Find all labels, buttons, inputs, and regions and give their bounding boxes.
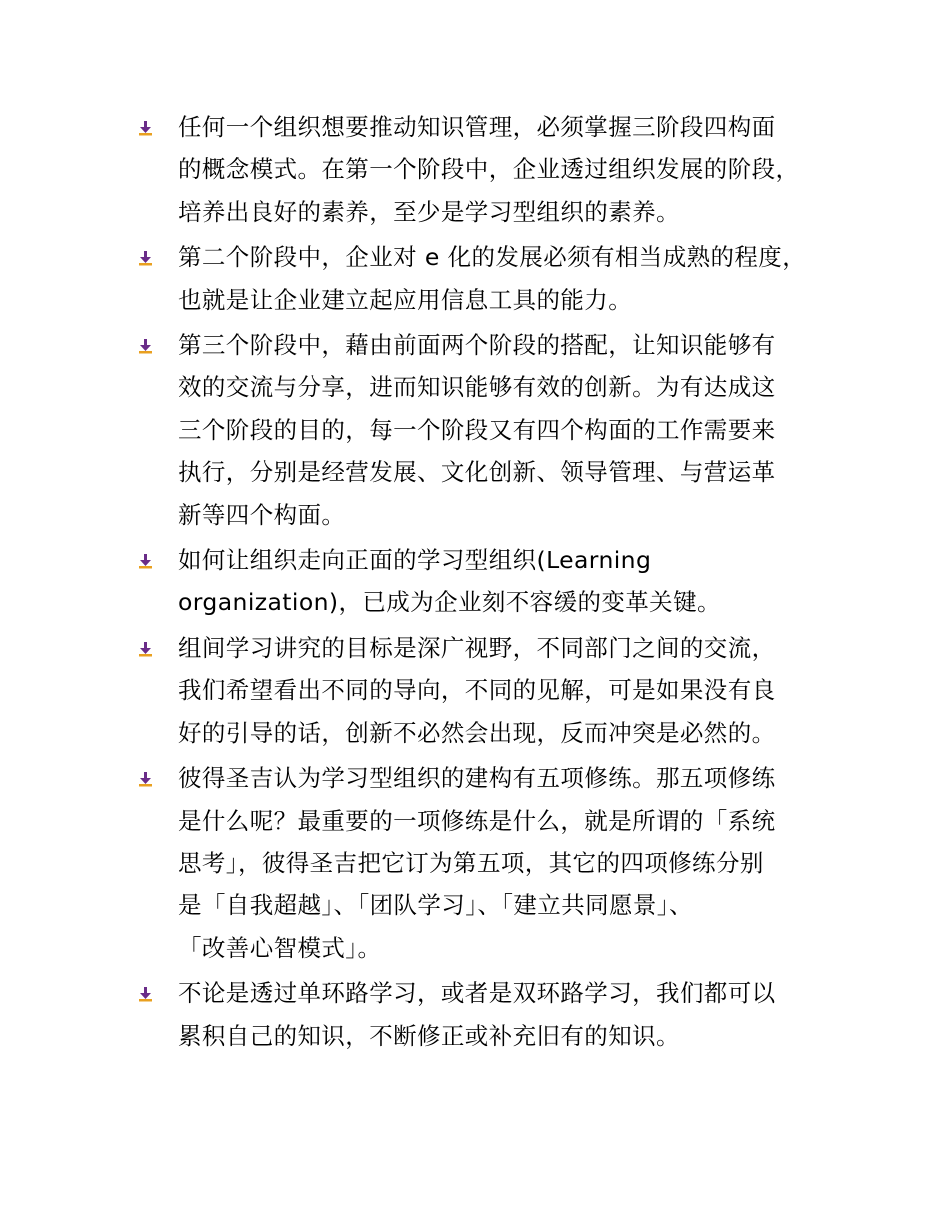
down-arrow-bullet-icon xyxy=(138,251,153,266)
bullet-text: 彼得圣吉认为学习型组织的建构有五项修练。那五项修练 是什么呢？最重要的一项修练是什么，就是所谓的「系统 思考」，彼得圣吉把它订为第五项，其它的四项修练分别 是「自我超越」、「团队学习」、「建立共同愿景」、 「改善心智模式」。 xyxy=(178,764,776,962)
list-item xyxy=(138,236,828,321)
bullet-text: 不论是透过单环路学习，或者是双环路学习，我们都可以 累积自己的知识，不断修正或补充旧有的知识。 xyxy=(178,979,776,1050)
down-arrow-bullet-icon xyxy=(138,339,153,354)
list-item xyxy=(138,757,828,969)
bullet-text: 如何让组织走向正面的学习型组织(Learning organization)，已成为企业刻不容缓的变革关键。 xyxy=(178,546,721,617)
down-arrow-bullet-icon xyxy=(138,642,153,657)
list-item xyxy=(138,539,828,624)
list-item xyxy=(138,627,828,754)
bullet-text: 组间学习讲究的目标是深广视野，不同部门之间的交流， 我们希望看出不同的导向，不同的见解，可是如果没有良 好的引导的话，创新不必然会出现，反而冲突是必然的。 xyxy=(178,633,776,747)
down-arrow-bullet-icon xyxy=(138,121,153,136)
list-item xyxy=(138,324,828,536)
down-arrow-bullet-icon xyxy=(138,554,153,569)
down-arrow-bullet-icon xyxy=(138,772,153,787)
list-item xyxy=(138,106,828,233)
bullet-text: 任何一个组织想要推动知识管理，必须掌握三阶段四构面 的概念模式。在第一个阶段中，企业透过组织发展的阶段， 培养出良好的素养，至少是学习型组织的素养。 xyxy=(178,113,800,226)
down-arrow-bullet-icon xyxy=(138,987,153,1002)
bullet-text: 第三个阶段中，藉由前面两个阶段的搭配，让知识能够有 效的交流与分享，进而知识能够有效的创新。为有达成这 三个阶段的目的，每一个阶段又有四个构面的工作需要来 执行，分别是经营发展、文化创新、领导管理、与营运革 新等四个构面。 xyxy=(178,331,776,529)
list-item xyxy=(138,972,828,1057)
bullet-text: 第二个阶段中，企业对 e 化的发展必须有相当成熟的程度， 也就是让企业建立起应用信息工具的能力。 xyxy=(178,243,807,314)
bullet-list xyxy=(138,106,828,1060)
